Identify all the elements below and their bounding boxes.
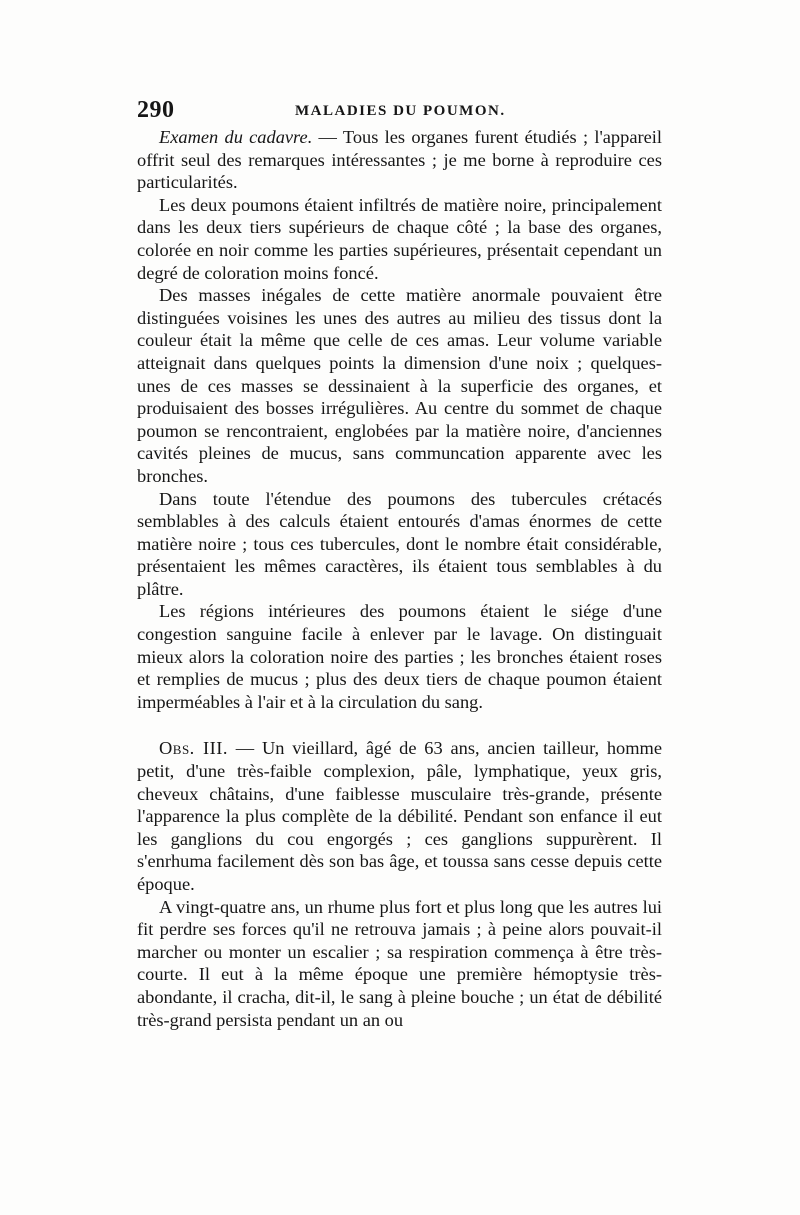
running-head: MALADIES DU POUMON. (295, 103, 506, 119)
paragraph-congestion: Les régions intérieures des poumons étaient le siége d'une congestion sanguine facile à enlever par le lavage. On distinguait mieux alors la coloration noire des parties ; les bronches étaient roses et remplies de mucus ; plus des deux tiers de chaque poumon étaient imperméables à l'air et à la circulation du sang. (137, 601, 662, 712)
section-gap (137, 713, 662, 737)
page-header (137, 96, 662, 124)
paragraph-age-24: A vingt-quatre ans, un rhume plus fort et plus long que les autres lui fit perdre ses forces qu'il ne retrouva jamais ; à peine alors pouvait-il marcher ou monter un escalier ; sa respiration commença à être très-courte. Il eut à la même époque une première hémoptysie très-abondante, il cracha, dit-il, le sang à pleine bouche ; un état de débilité très-grand persista pendant un an ou (137, 896, 662, 1030)
paragraph-observation-3 (137, 737, 662, 895)
paragraph-tubercles: Dans toute l'étendue des poumons des tubercules crétacés semblables à des calculs étaient entourés d'amas énormes de cette matière noire ; tous ces tubercules, dont le nombre était considérable, présentaient les mêmes caractères, ils étaient tous semblables à du plâtre. (137, 488, 662, 599)
paragraph-unequal-masses: Des masses inégales de cette matière anormale pouvaient être distinguées voisines les unes des autres au milieu des tissus dont la couleur était la même que celle de ces amas. Leur volume variable atteignait dans quelques points la dimension d'une noix ; quelques-unes de ces masses se dessinaient à la superficie des organes, et produisaient des bosses irrégulières. Au centre du sommet de chaque poumon se rencontraient, englobées par la matière noire, d'anciennes cavités pleines de mucus, sans communcation apparente avec les bronches. (137, 285, 662, 486)
page-number: 290 (137, 97, 175, 123)
paragraph-text: — Tous les organes furent étudiés ; l'appareil offrit seul des remarques intéressantes ; je me borne à reproduire ces particularités. (137, 127, 662, 193)
observation-label: Obs. III. (159, 738, 229, 759)
paragraph-cadaver-exam (137, 126, 662, 194)
page-body (137, 126, 662, 1031)
section-lead-italic: Examen du cadavre. (159, 127, 313, 147)
paragraph-lungs-infiltrated: Les deux poumons étaient infiltrés de matière noire, principalement dans les deux tiers supérieurs de chaque côté ; la base des organes, colorée en noir comme les parties supérieures, présentait cependant un degré de coloration moins foncé. (137, 194, 662, 283)
paragraph-text: — Un vieillard, âgé de 63 ans, ancien tailleur, homme petit, d'une très-faible complexion, pâle, lymphatique, yeux gris, cheveux châtains, d'une faiblesse musculaire très-grande, présente l'apparence la plus complète de la débilité. Pendant son enfance il eut les ganglions du cou engorgés ; ces ganglions suppurèrent. Il s'enrhuma facilement dès son bas âge, et toussa sans cesse depuis cette époque. (137, 738, 662, 894)
